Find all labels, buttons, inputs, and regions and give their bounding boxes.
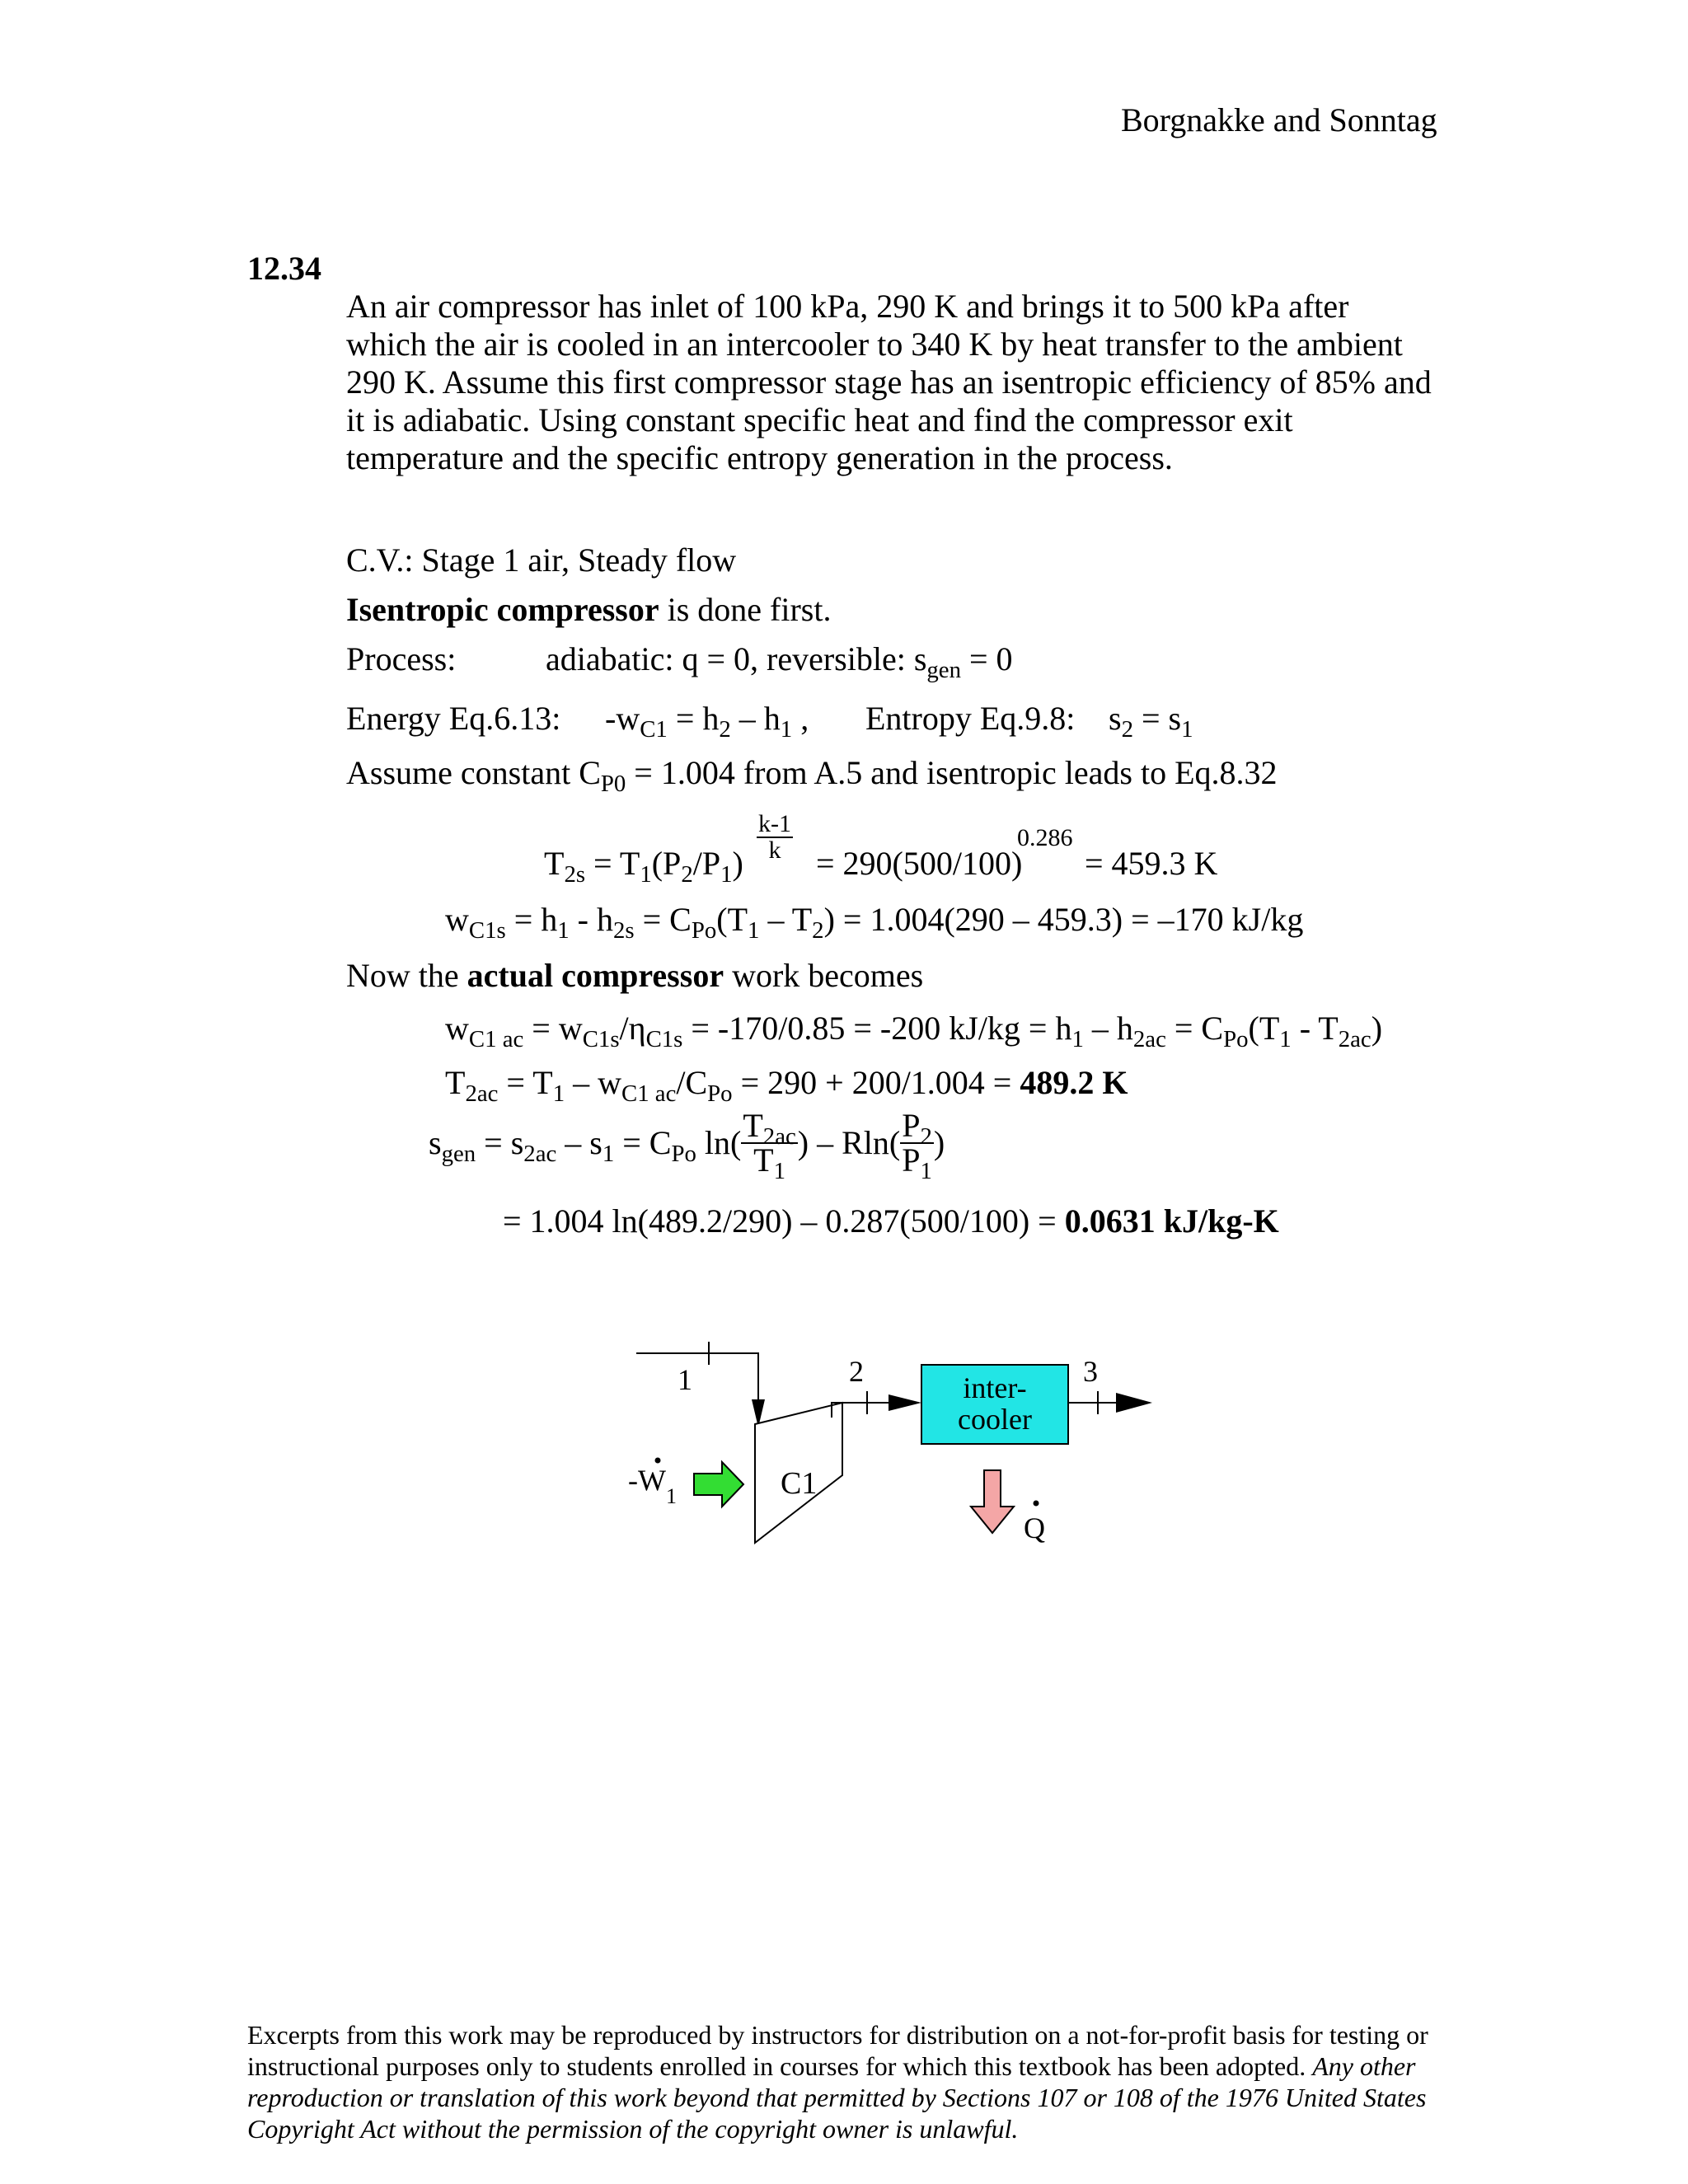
isentropic-line	[346, 593, 831, 626]
sgen-equation: $s_{gen} = s_{2ac} - s_1 = C_{Po}$ ln( $\frac{T_{2ac}}{T_1}$ ) – Rln( $\frac{P_2}{P_1}$ )	[429, 1107, 945, 1185]
isentropic-bold: Isentropic compressor	[346, 591, 659, 628]
entropy-eq: $s_2 = s_1$	[1109, 700, 1193, 743]
page-header-authors: Borgnakke and Sonntag	[1121, 101, 1437, 138]
actual-work-line: Now the actual compressor work becomes	[346, 957, 924, 994]
state2-label: 2	[849, 1355, 864, 1388]
work-dot	[655, 1458, 661, 1464]
wc1ac-equation: $w_{C1 ac} = w_{C1s}/\eta_{C1s} = -170/0.85 = -200$ $kJ/kg = h_1 - h_{2ac} = C_{Po}(T_1 - T_{2ac})$	[445, 1010, 1383, 1053]
heat-arrow-icon	[971, 1470, 1014, 1533]
t2s-result: = 459.3 K	[1085, 845, 1218, 882]
wc1s-equation: $w_{C1s} = h_1 - h_{2s} = C_{Po}(T_1 - T_2) = 1.004(290 - 459.3) = -170$ kJ/kg	[445, 901, 1304, 944]
state3-label: 3	[1083, 1355, 1098, 1388]
compressor-intercooler-diagram	[610, 1335, 1170, 1566]
heat-label: Q	[1024, 1511, 1045, 1544]
statement-line: which the air is cooled in an intercooler to 340 K by heat transfer to the ambient	[346, 326, 1403, 363]
energy-eq-label: Energy Eq.6.13:	[346, 700, 561, 737]
compressor-label: C1	[781, 1466, 818, 1501]
intercooler-label-2: cooler	[958, 1403, 1032, 1436]
sgen-numeric: = 1.004 ln(489.2/290) – 0.287(500/100) = 0.0631 kJ/kg-K	[503, 1202, 1279, 1240]
inlet-line	[636, 1353, 758, 1399]
work-label: -W	[628, 1464, 666, 1497]
t2ac-equation: $T_{2ac} = T_1 - w_{C1 ac}/C_{Po} = 290 + 200/1.004 = 489.2$ K	[445, 1064, 1128, 1108]
work-subscript: 1	[666, 1484, 677, 1508]
exit-arrowhead-icon	[1116, 1393, 1152, 1413]
entropy-eq-label: Entropy Eq.9.8:	[865, 700, 1076, 737]
statement-line: temperature and the specific entropy generation in the process.	[346, 439, 1173, 476]
outlet-arrowhead-icon	[889, 1394, 921, 1411]
assume-line: Assume constant $C_{P0} = 1.004$ from A.5 and isentropic leads to Eq.8.32	[346, 754, 1278, 798]
work-arrow-icon	[694, 1462, 743, 1507]
energy-eq: $-w_{C1} = h_2 - h_1$ ,	[605, 700, 809, 743]
statement-line: 290 K. Assume this first compressor stage has an isentropic efficiency of 85% and	[346, 363, 1432, 401]
process-body: adiabatic: q = 0, reversible: $s_{gen} = 0$	[546, 640, 1013, 684]
state1-label: 1	[678, 1363, 692, 1396]
problem-number: 12.34	[247, 250, 321, 287]
copyright-footer: Excerpts from this work may be reproduced by instructors for distribution on a not-for-profit basis for testing or instructional purposes only to students enrolled in courses for which this textbook has been adopted. Any other reproduction or translation of this work beyond that permitted by Sections 107 or 108 of the 1976 United States Copyright Act without the permission of the copyright owner is unlawful.	[247, 2020, 1428, 2144]
isentropic-rest: is done first.	[659, 591, 832, 628]
control-volume-line: C.V.: Stage 1 air, Steady flow	[346, 541, 737, 579]
process-label: Process:	[346, 640, 457, 677]
statement-line: it is adiabatic. Using constant specific heat and find the compressor exit	[346, 401, 1293, 438]
intercooler-label-1: inter-	[963, 1371, 1027, 1404]
exponent-value: 0.286	[1017, 824, 1073, 851]
t2s-substitution: = 290(500/100)	[816, 845, 1023, 882]
exponent-fraction	[757, 812, 793, 863]
exponent-denominator: k	[768, 837, 781, 864]
statement-line: An air compressor has inlet of 100 kPa, 290 K and brings it to 500 kPa after	[346, 288, 1349, 325]
t2s-equation: $T_{2s} = T_1(P_2/P_1)$	[544, 845, 743, 888]
heat-dot	[1034, 1501, 1039, 1507]
exponent-numerator: k-1	[758, 810, 791, 837]
